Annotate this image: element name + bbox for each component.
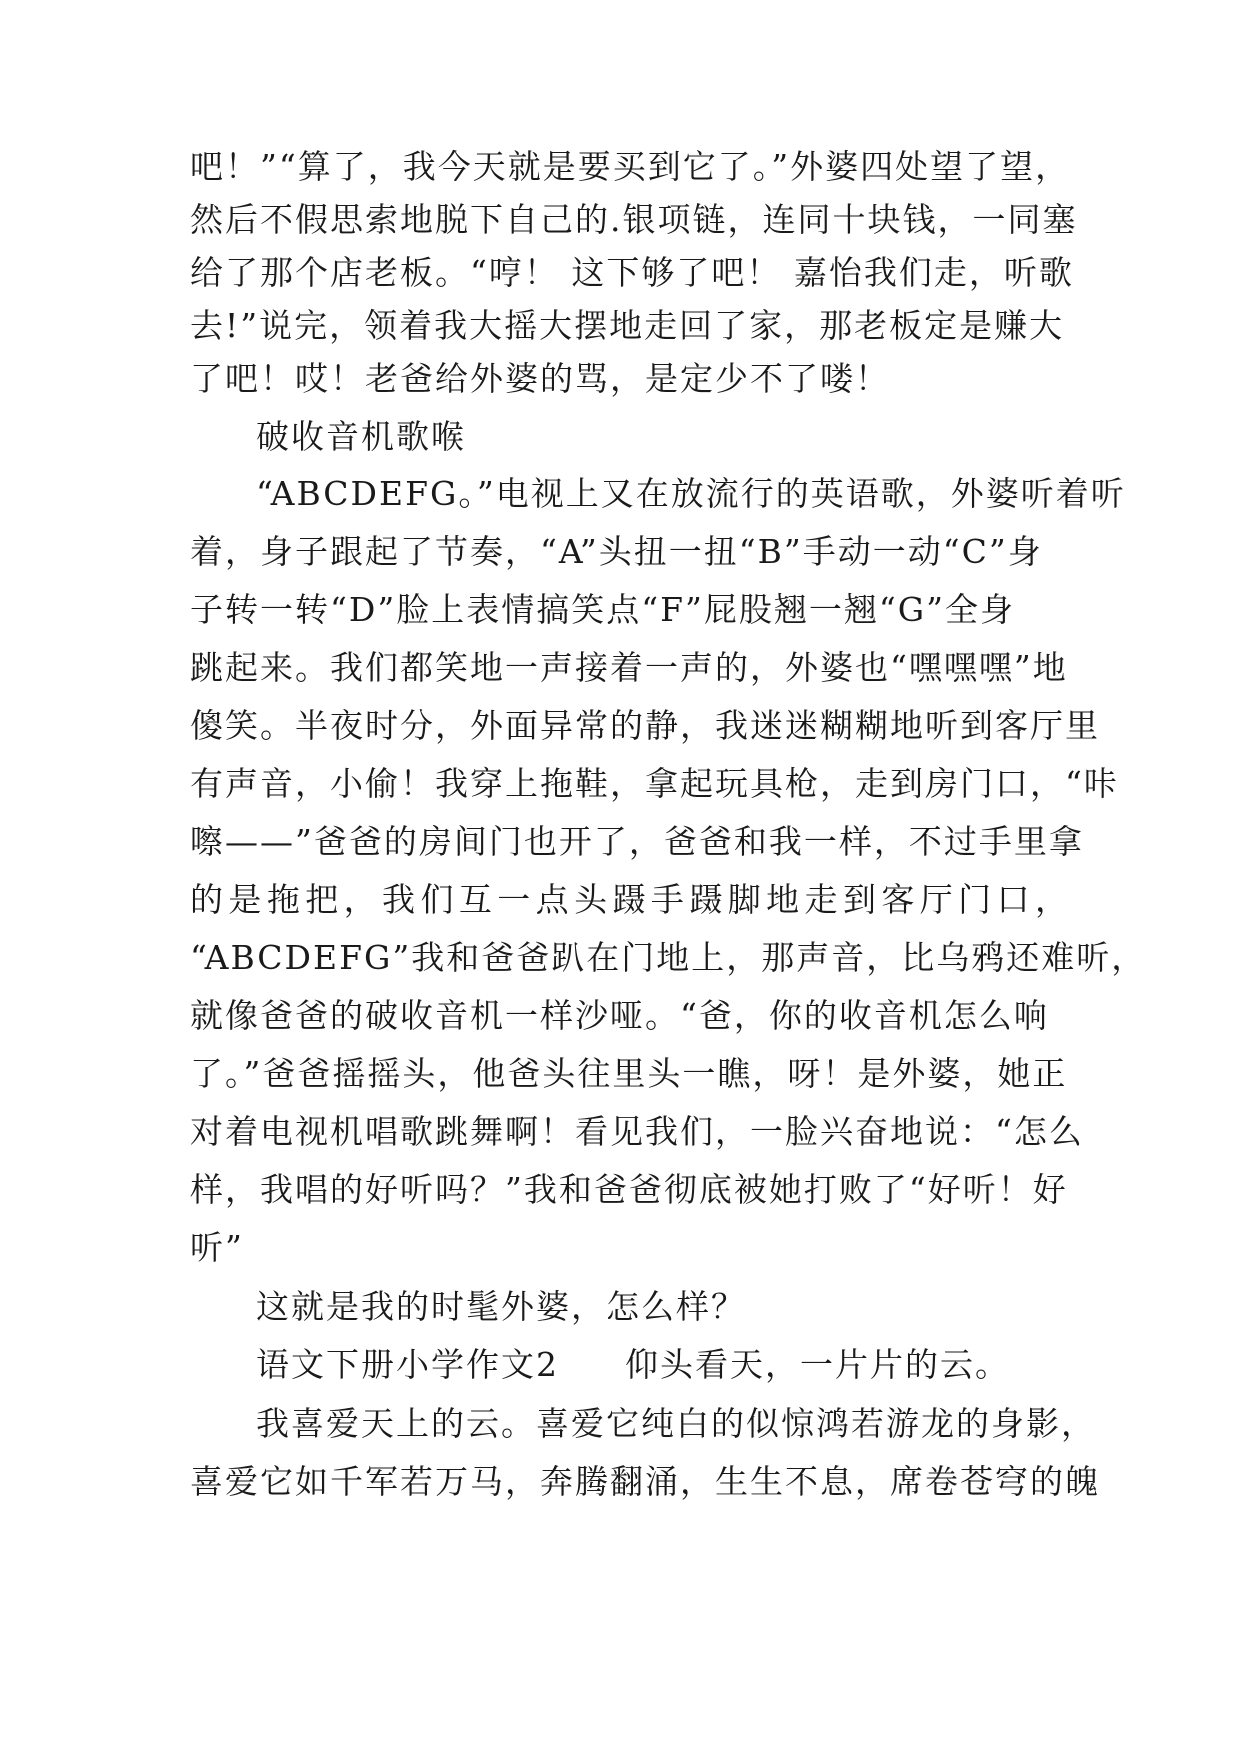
text-line: 了吧！哎！老爸给外婆的骂，是定少不了喽！ <box>190 359 890 398</box>
text-line: 有声音，小偷！我穿上拖鞋，拿起玩具枪，走到房门口，“咔 <box>190 764 1119 803</box>
text-line: 嚓——”爸爸的房间门也开了，爸爸和我一样，不过手里拿 <box>190 822 1084 861</box>
essay-title-line <box>256 1341 1136 1389</box>
text-line: 去!”说完，领着我大摇大摆地走回了家，那老板定是赚大 <box>190 306 1065 345</box>
text-line: 着，身子跟起了节奏，“A”头扭一扭“B”手动一动“C”身 <box>190 532 1043 571</box>
text-line: 子转一转“D”脸上表情搞笑点“F”屁股翘一翘“G”全身 <box>190 590 1015 629</box>
text-line: 对着电视机唱歌跳舞啊！看见我们，一脸兴奋地说：“怎么 <box>190 1112 1084 1151</box>
text-line: 然后不假思索地脱下自己的.银项链，连同十块钱，一同塞 <box>190 200 1078 239</box>
text-line: 傻笑。半夜时分，外面异常的静，我迷迷糊糊地听到客厅里 <box>190 706 1100 745</box>
text-line: 就像爸爸的破收音机一样沙哑。“爸，你的收音机怎么响 <box>190 996 1049 1035</box>
essay-title: 语文下册小学作文2 <box>256 1345 559 1384</box>
text-line: 给了那个店老板。“哼！ 这下够了吧！ 嘉怡我们走，听歌 <box>190 253 1074 292</box>
text-line: 跳起来。我们都笑地一声接着一声的，外婆也“嘿嘿嘿”地 <box>190 648 1068 687</box>
text-line: “ABCDEFG”我和爸爸趴在门地上，那声音，比乌鸦还难听， <box>190 938 1147 977</box>
text-line: 样，我唱的好听吗？”我和爸爸彻底被她打败了“好听！好 <box>190 1170 1068 1209</box>
essay-opening: 仰头看天，一片片的云。 <box>625 1345 1010 1384</box>
section-heading: 破收音机歌喉 <box>256 417 466 456</box>
text-line: 了。”爸爸摇摇头，他爸头往里头一瞧，呀！是外婆，她正 <box>190 1054 1068 1093</box>
text-line: 我喜爱天上的云。喜爱它纯白的似惊鸿若游龙的身影， <box>256 1404 1096 1443</box>
text-line: 听” <box>190 1228 244 1267</box>
text-line: 吧！”“算了，我今天就是要买到它了。”外婆四处望了望， <box>190 147 1071 186</box>
text-line: 喜爱它如千军若万马，奔腾翻涌，生生不息，席卷苍穹的魄 <box>190 1462 1100 1501</box>
text-line: “ABCDEFG。”电视上又在放流行的英语歌，外婆听着听 <box>256 474 1126 513</box>
text-line: 这就是我的时髦外婆，怎么样？ <box>256 1287 746 1326</box>
text-line: 的是拖把，我们互一点头蹑手蹑脚地走到客厅门口， <box>190 880 1070 919</box>
